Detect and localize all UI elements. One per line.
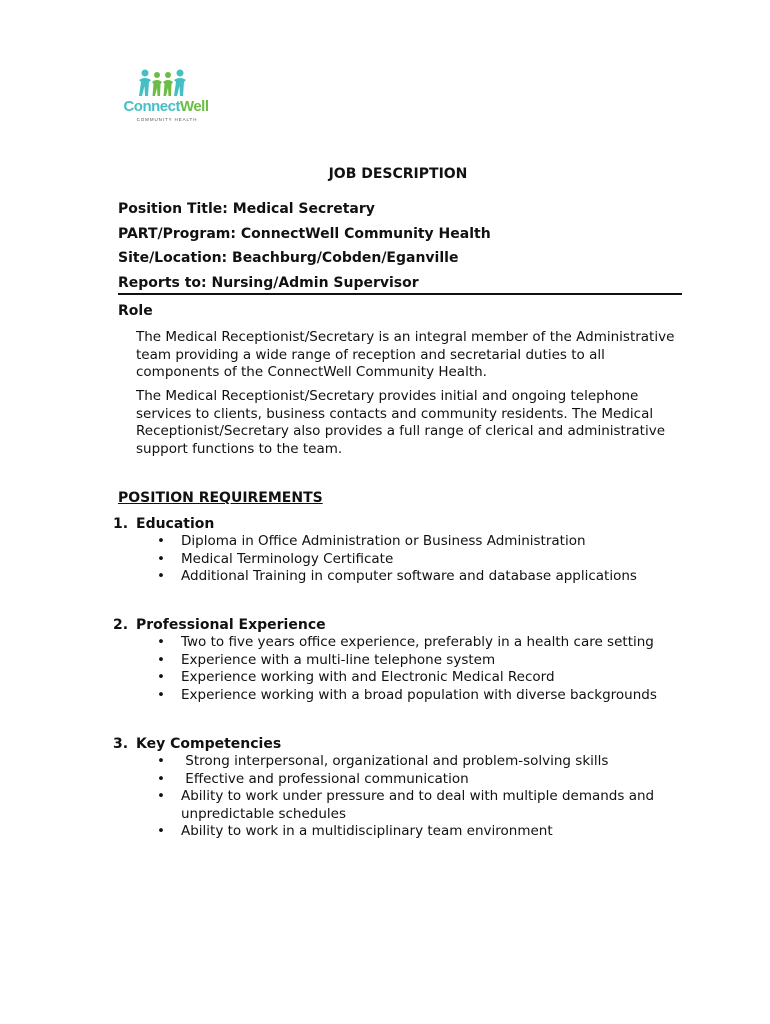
- role-paragraph: The Medical Receptionist/Secretary is an integral member of the Administrative team providing a wide range of reception and secretarial duties to all components of the ConnectWell Community Health.: [136, 329, 675, 380]
- role-heading: Role: [118, 303, 153, 319]
- list-item: • Medical Terminology Certificate: [113, 551, 713, 569]
- position-title: Position Title: Medical Secretary: [118, 201, 375, 217]
- list-item: • Additional Training in computer software and database applications: [113, 568, 713, 586]
- list-item: • Experience working with and Electronic Medical Record: [113, 669, 713, 687]
- section-heading: 3. Key Competencies: [113, 736, 282, 752]
- connectwell-logo: [118, 68, 218, 126]
- list-item: • Diploma in Office Administration or Business Administration: [113, 533, 713, 551]
- list-item: • Effective and professional communication: [113, 771, 713, 789]
- list-item: • Strong interpersonal, organizational and problem-solving skills: [113, 753, 713, 771]
- role-paragraph: The Medical Receptionist/Secretary provides initial and ongoing telephone services to clients, business contacts and community residents. The Medical Receptionist/Secretary also provides a full range of clerical and administrative support functions to the team.: [136, 388, 666, 457]
- people-icon: [136, 68, 196, 98]
- list-item: • Ability to work under pressure and to deal with multiple demands and unpredictable schedules: [113, 788, 681, 823]
- list-item: • Ability to work in a multidisciplinary team environment: [113, 823, 713, 841]
- program: PART/Program: ConnectWell Community Health: [118, 226, 491, 242]
- document-title: JOB DESCRIPTION: [328, 166, 468, 182]
- site-location: Site/Location: Beachburg/Cobden/Eganville: [118, 250, 459, 266]
- reports-to: Reports to: Nursing/Admin Supervisor: [118, 275, 419, 291]
- list-item: • Experience working with a broad population with diverse backgrounds: [113, 687, 713, 705]
- list-item: • Two to five years office experience, preferably in a health care setting: [113, 634, 713, 652]
- logo-wordmark: ConnectWell: [123, 98, 209, 115]
- requirement-section-education: [113, 516, 713, 586]
- logo-subtitle: COMMUNITY HEALTH: [136, 117, 198, 122]
- section-heading: 1. Education: [113, 516, 215, 532]
- header-divider: [118, 293, 682, 295]
- requirements-heading: POSITION REQUIREMENTS: [118, 490, 323, 506]
- section-heading: 2. Professional Experience: [113, 617, 326, 633]
- list-item: • Experience with a multi-line telephone system: [113, 652, 713, 670]
- requirement-section-competencies: [113, 736, 713, 841]
- requirement-section-experience: [113, 617, 713, 704]
